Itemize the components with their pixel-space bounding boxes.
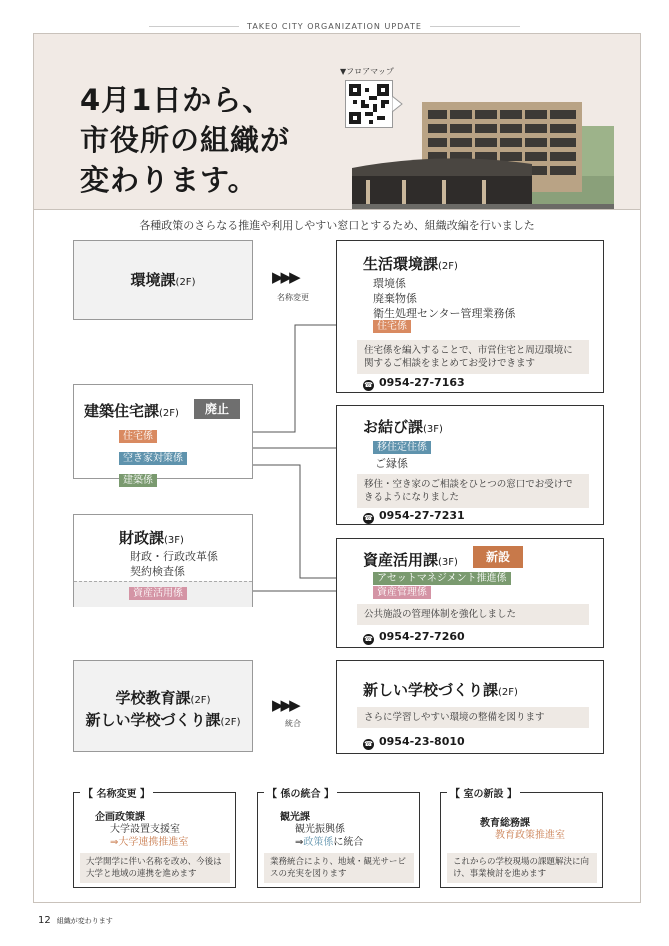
new-shisan-floor: (3F)	[438, 557, 458, 568]
legend-rename-main: 企画政策課	[95, 812, 145, 823]
new-atarashii-floor: (2F)	[498, 687, 518, 698]
rename-arrows-icon: ▶▶▶	[272, 268, 298, 286]
footer	[38, 915, 113, 926]
new-seikatsu-item-2: 衛生処理センター管理業務係	[373, 307, 516, 320]
legend-rename-sub2: ⇒大学連携推進室	[110, 837, 189, 848]
legend-merge-note: 業務統合により、地域・観光サービスの充実を図ります	[264, 853, 414, 883]
new-omusubi-floor: (3F)	[423, 424, 443, 435]
new-seikatsu-note: 住宅係を編入することで、市営住宅と周辺環境に関するご相談をまとめてお受けできます	[357, 340, 589, 374]
old-kankyo-box	[73, 240, 253, 320]
old-kenchiku-item-1: 空き家対策係	[119, 452, 187, 465]
headline-line3: 変わります。	[80, 163, 258, 197]
new-seikatsu-name: 生活環境課	[363, 255, 439, 273]
new-badge: 新設	[473, 546, 523, 568]
new-seikatsu-tag: 住宅係	[373, 320, 411, 333]
old-zaisei-item-1: 契約検査係	[130, 565, 185, 578]
new-omusubi-phone: 0954-27-7231	[379, 509, 465, 522]
old-zaisei-name: 財政課	[119, 529, 165, 547]
new-seikatsu-box	[336, 240, 604, 393]
old-zaisei-item-0: 財政・行政改革係	[130, 550, 218, 563]
phone-icon: ☎	[364, 740, 373, 748]
new-seikatsu-item-0: 環境係	[373, 277, 406, 290]
headline-line1: 4月1日から、	[80, 83, 273, 117]
old-gakko-box	[73, 660, 253, 752]
new-atarashii-name: 新しい学校づくり課	[363, 681, 499, 699]
legend-rename-sub1: 大学設置支援室	[110, 824, 180, 835]
old-gakko-name1: 学校教育課	[115, 689, 191, 707]
page-number: 12	[38, 915, 51, 926]
old-zaisei-floor: (3F)	[164, 535, 184, 546]
old-gakko-floor2: (2F)	[220, 717, 241, 728]
merge-arrows-icon: ▶▶▶	[272, 696, 298, 714]
old-zaisei-box	[73, 514, 253, 607]
merge-arrow-label: 統合	[285, 719, 301, 728]
old-kankyo-floor: (2F)	[175, 277, 196, 288]
new-atarashii-note: さらに学習しやすい環境の整備を図ります	[357, 707, 589, 728]
rename-arrow-label: 名称変更	[277, 293, 309, 302]
footer-section: 組織が変わります	[56, 917, 113, 925]
new-shisan-tag-0: アセットマネジメント推進係	[373, 572, 511, 585]
phone-icon: ☎	[364, 381, 373, 389]
old-kenchiku-name: 建築住宅課	[84, 402, 160, 420]
legend-newroom-main: 教育総務課	[480, 818, 530, 829]
new-shisan-name: 資産活用課	[363, 551, 439, 569]
legend-merge-main: 観光課	[280, 812, 310, 823]
new-shisan-box	[336, 538, 604, 648]
legend-merge-title: 【 係の統合 】	[264, 785, 337, 800]
legend-newroom-note: これからの学校現場の課題解決に向け、事業検討を進めます	[447, 853, 597, 883]
legend-rename-title: 【 名称変更 】	[80, 785, 153, 800]
new-seikatsu-phone: 0954-27-7163	[379, 376, 465, 389]
legend-rename-note: 大学開学に伴い名称を改め、今後は大学と地域の連携を進めます	[80, 853, 230, 883]
new-omusubi-box	[336, 405, 604, 525]
new-omusubi-name: お結び課	[363, 418, 424, 436]
new-shisan-tag-1: 資産管理係	[373, 586, 431, 599]
legend-merge-sub1: 観光振興係	[295, 824, 345, 835]
new-shisan-phone: 0954-27-7260	[379, 630, 465, 643]
new-omusubi-tag: 移住定住係	[373, 441, 431, 454]
old-kenchiku-floor: (2F)	[159, 408, 179, 419]
old-gakko-name2: 新しい学校づくり課	[85, 711, 221, 729]
floor-map-label: ▼フロアマップ	[340, 67, 394, 76]
new-seikatsu-item-1: 廃棄物係	[373, 292, 417, 305]
legend-newroom-sub1: 教育政策推進室	[495, 830, 565, 841]
new-atarashii-phone: 0954-23-8010	[379, 735, 465, 748]
legend-merge-sub2-prefix: ⇒	[295, 837, 304, 848]
headline-line2: 市役所の組織が	[80, 123, 291, 157]
header-tag: TAKEO CITY ORGANIZATION UPDATE	[0, 22, 669, 31]
old-kankyo-name: 環境課	[130, 271, 176, 289]
legend-merge-sub2-highlight: 政策係	[303, 837, 334, 848]
abolished-badge: 廃止	[194, 399, 240, 419]
phone-icon: ☎	[364, 635, 373, 643]
new-omusubi-item: ご縁係	[375, 457, 408, 470]
new-seikatsu-floor: (2F)	[438, 261, 458, 272]
legend-merge-sub2-suffix: に統合	[333, 837, 364, 848]
old-zaisei-moving-item: 資産活用係	[129, 587, 187, 600]
old-kenchiku-box	[73, 384, 253, 486]
old-kenchiku-item-2: 建築係	[119, 474, 157, 487]
new-atarashii-box	[336, 660, 604, 754]
legend-newroom-title: 【 室の新設 】	[447, 785, 520, 800]
subtitle: 各種政策のさらなる推進や利用しやすい窓口とするため、組織改編を行いました	[139, 219, 535, 232]
phone-icon: ☎	[364, 514, 373, 522]
new-shisan-note: 公共施設の管理体制を強化しました	[357, 604, 589, 625]
old-kenchiku-item-0: 住宅係	[119, 430, 157, 443]
new-omusubi-note: 移住・空き家のご相談をひとつの窓口でお受けできるようになりました	[357, 474, 589, 508]
old-gakko-floor1: (2F)	[190, 695, 211, 706]
